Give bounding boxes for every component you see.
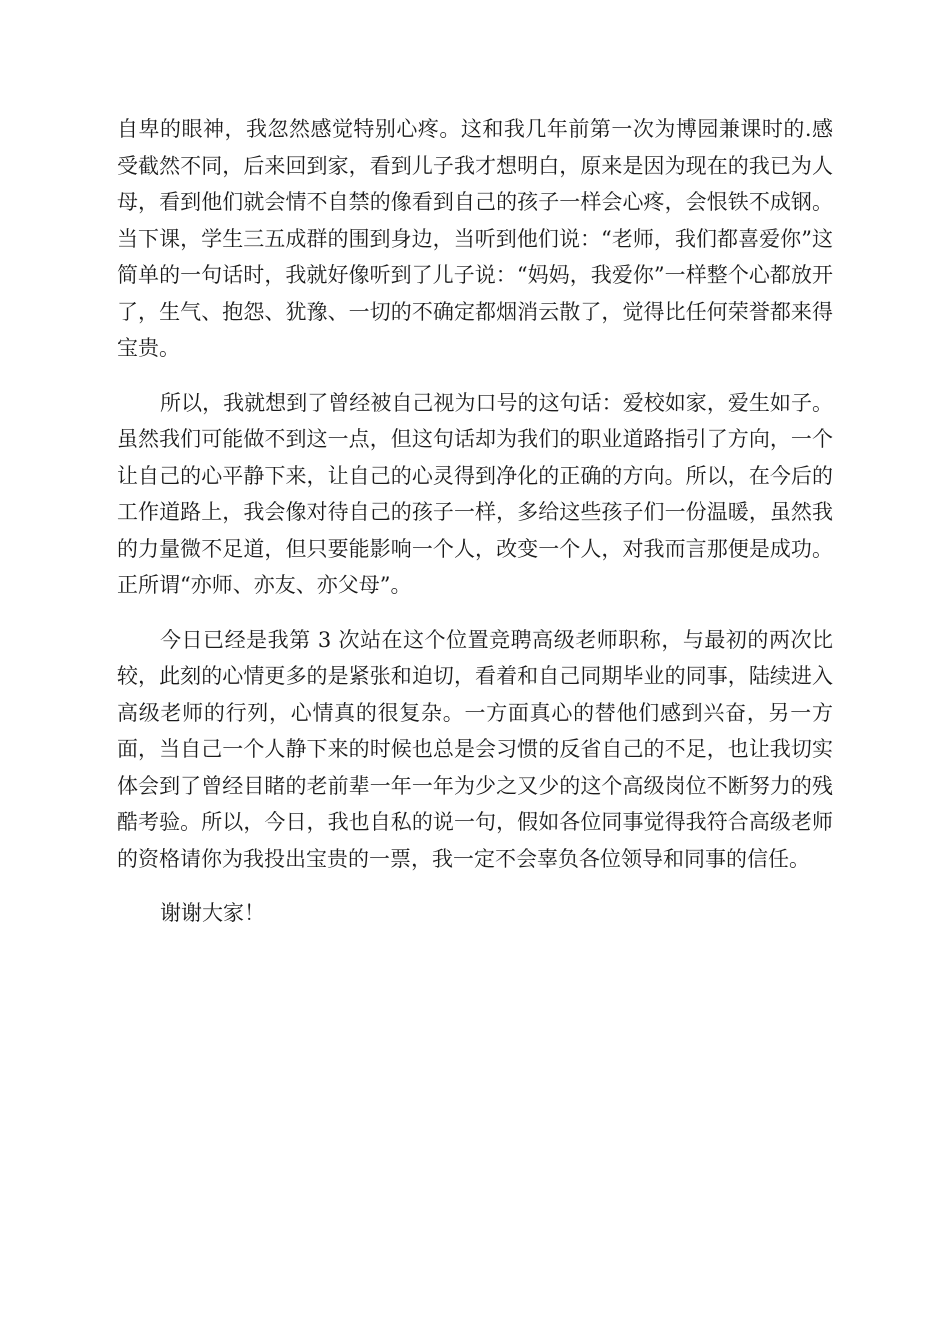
paragraph-application: 今日已经是我第 3 次站在这个位置竞聘高级老师职称，与最初的两次比较，此刻的心情更多的是紧张和迫切，看着和自己同期毕业的同事，陆续进入高级老师的行列，心情真的很复杂。一方面真心的替他们感到兴奋，另一方面，当自己一个人静下来的时候也总是会习惯的反省自己的不足，也让我切实体会到了曾经目睹的老前辈一年一年为少之又少的这个高级岗位不断努力的残酷考验。所以，今日，我也自私的说一句，假如各位同事觉得我符合高级老师的资格请你为我投出宝贵的一票，我一定不会辜负各位领导和同事的信任。 <box>117 627 833 871</box>
paragraph-continued: 自卑的眼神，我忽然感觉特别心疼。这和我几年前第一次为博园兼课时的.感受截然不同，后来回到家，看到儿子我才想明白，原来是因为现在的我已为人母，看到他们就会情不自禁的像看到自己的孩子一样会心疼，会恨铁不成钢。当下课，学生三五成群的围到身边，当听到他们说：“老师，我们都喜爱你”这简单的一句话时，我就好像听到了儿子说：“妈妈，我爱你”一样整个心都放开了，生气、抱怨、犹豫、一切的不确定都烟消云散了，觉得比任何荣誉都来得宝贵。 <box>117 117 833 360</box>
paragraph-closing: 谢谢大家！ <box>160 901 265 925</box>
document-body <box>117 111 833 950</box>
paragraph-motto: 所以，我就想到了曾经被自己视为口号的这句话：爱校如家，爱生如子。虽然我们可能做不到这一点，但这句话却为我们的职业道路指引了方向，一个让自己的心平静下来，让自己的心灵得到净化的正确的方向。所以，在今后的工作道路上，我会像对待自己的孩子一样，多给这些孩子们一份温暖，虽然我的力量微不足道，但只要能影响一个人，改变一个人，对我而言那便是成功。正所谓“亦师、亦友、亦父母”。 <box>117 390 833 597</box>
